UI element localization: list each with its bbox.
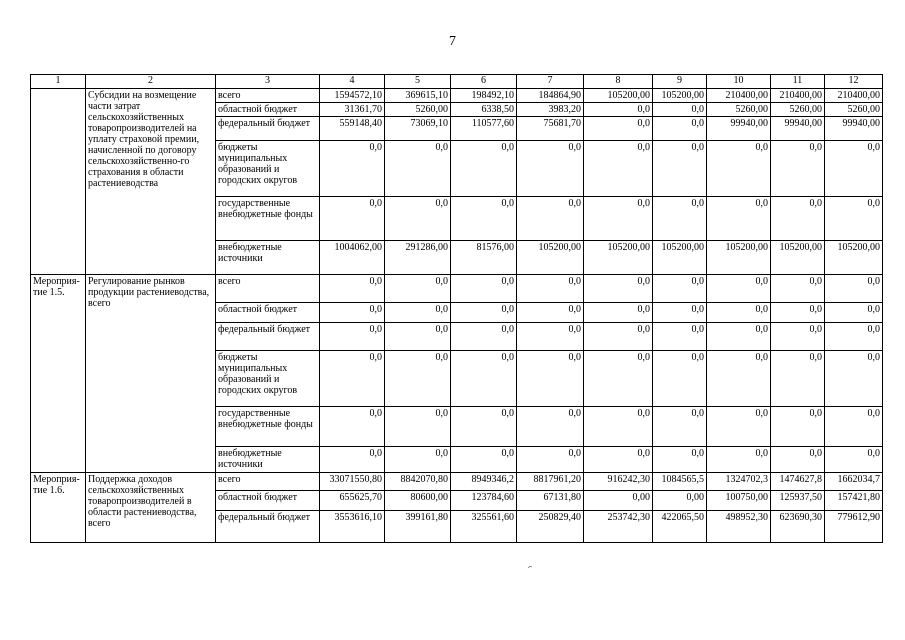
amount-cell: 210400,00 [771,89,825,103]
amount-cell: 75681,70 [517,117,584,141]
funding-source-cell: областной бюджет [216,491,320,511]
funding-source-cell: всего [216,473,320,491]
amount-cell: 0,0 [385,141,451,197]
amount-cell: 250829,40 [517,511,584,543]
amount-cell: 559148,40 [320,117,385,141]
funding-source-cell: внебюджетные источники [216,241,320,275]
amount-cell: 0,0 [653,117,707,141]
amount-cell: 105200,00 [771,241,825,275]
amount-cell: 33071550,80 [320,473,385,491]
amount-cell: 422065,50 [653,511,707,543]
amount-cell: 0,0 [771,141,825,197]
amount-cell: 0,0 [320,303,385,323]
funding-source-cell: областной бюджет [216,303,320,323]
header-cell: 9 [653,75,707,89]
measure-cell: Мероприя-тие 1.6. [31,473,86,543]
amount-cell: 0,0 [320,351,385,407]
amount-cell: 0,0 [653,303,707,323]
amount-cell: 0,0 [653,141,707,197]
header-cell: 2 [86,75,216,89]
amount-cell: 5260,00 [707,103,771,117]
amount-cell: 80600,00 [385,491,451,511]
amount-cell: 0,0 [653,407,707,447]
amount-cell: 0,0 [517,197,584,241]
amount-cell: 0,0 [320,197,385,241]
amount-cell: 0,0 [584,323,653,351]
amount-cell: 0,0 [517,323,584,351]
amount-cell: 0,0 [320,323,385,351]
amount-cell: 399161,80 [385,511,451,543]
amount-cell: 8842070,80 [385,473,451,491]
amount-cell: 157421,80 [825,491,883,511]
amount-cell: 3553616,10 [320,511,385,543]
amount-cell: 0,0 [320,141,385,197]
amount-cell: 0,0 [707,275,771,303]
amount-cell: 105200,00 [584,89,653,103]
amount-cell: 0,0 [825,303,883,323]
page-number: 7 [449,34,456,49]
header-row [31,75,883,89]
amount-cell: 0,0 [825,447,883,473]
amount-cell: 0,0 [825,141,883,197]
funding-source-cell: всего [216,275,320,303]
amount-cell: 369615,10 [385,89,451,103]
amount-cell: 198492,10 [451,89,517,103]
amount-cell: 0,0 [451,275,517,303]
amount-cell: 0,0 [584,351,653,407]
funding-source-cell: федеральный бюджет [216,323,320,351]
amount-cell: 916242,30 [584,473,653,491]
amount-cell: 0,0 [320,275,385,303]
amount-cell: 105200,00 [517,241,584,275]
amount-cell: 8817961,20 [517,473,584,491]
amount-cell: 655625,70 [320,491,385,511]
amount-cell: 0,0 [653,351,707,407]
amount-cell: 0,0 [385,407,451,447]
funding-source-cell: всего [216,89,320,103]
amount-cell: 0,0 [825,351,883,407]
amount-cell: 0,0 [451,197,517,241]
amount-cell: 5260,00 [771,103,825,117]
amount-cell: 0,00 [653,491,707,511]
amount-cell: 0,0 [707,303,771,323]
amount-cell: 0,0 [771,407,825,447]
amount-cell: 0,0 [707,447,771,473]
amount-cell: 210400,00 [707,89,771,103]
amount-cell: 81576,00 [451,241,517,275]
amount-cell: 105200,00 [825,241,883,275]
amount-cell: 0,0 [825,407,883,447]
amount-cell: 0,0 [385,351,451,407]
amount-cell: 0,0 [584,407,653,447]
amount-cell: 779612,90 [825,511,883,543]
table-row [31,89,883,103]
amount-cell: 0,0 [771,351,825,407]
amount-cell: 0,0 [707,197,771,241]
amount-cell: 0,0 [451,447,517,473]
table-body [31,75,883,543]
amount-cell: 0,0 [584,447,653,473]
amount-cell: 0,0 [653,447,707,473]
header-cell: 1 [31,75,86,89]
amount-cell: 0,0 [451,303,517,323]
amount-cell: 73069,10 [385,117,451,141]
amount-cell: 1084565,5 [653,473,707,491]
measure-cell: Мероприя-тие 1.5. [31,275,86,473]
funding-source-cell: внебюджетные источники [216,447,320,473]
amount-cell: 0,0 [707,141,771,197]
amount-cell: 0,0 [385,447,451,473]
measure-title-cell: Регулирование рынков продукции растениеводства, всего [86,275,216,473]
amount-cell: 0,00 [584,491,653,511]
amount-cell: 0,0 [771,323,825,351]
amount-cell: 3983,20 [517,103,584,117]
amount-cell: 0,0 [584,197,653,241]
amount-cell: 0,0 [451,351,517,407]
amount-cell: 325561,60 [451,511,517,543]
amount-cell: 0,0 [584,117,653,141]
amount-cell: 0,0 [385,323,451,351]
amount-cell: 0,0 [517,407,584,447]
amount-cell: 0,0 [653,323,707,351]
amount-cell: 0,0 [825,275,883,303]
measure-title-cell: Поддержка доходов сельскохозяйственных товаропроизводителей в области растениеводства, всего [86,473,216,543]
ink-speck [528,566,532,569]
amount-cell: 0,0 [771,197,825,241]
amount-cell: 0,0 [517,447,584,473]
amount-cell: 99940,00 [771,117,825,141]
header-cell: 12 [825,75,883,89]
amount-cell: 5260,00 [825,103,883,117]
funding-source-cell: государственные внебюджетные фонды [216,407,320,447]
amount-cell: 0,0 [653,275,707,303]
amount-cell: 0,0 [584,141,653,197]
amount-cell: 0,0 [320,447,385,473]
funding-source-cell: бюджеты муниципальных образований и городских округов [216,351,320,407]
amount-cell: 0,0 [825,197,883,241]
amount-cell: 498952,30 [707,511,771,543]
amount-cell: 0,0 [517,141,584,197]
amount-cell: 0,0 [451,141,517,197]
header-cell: 3 [216,75,320,89]
amount-cell: 623690,30 [771,511,825,543]
amount-cell: 105200,00 [653,89,707,103]
amount-cell: 0,0 [825,323,883,351]
amount-cell: 6338,50 [451,103,517,117]
amount-cell: 99940,00 [707,117,771,141]
financing-table [30,74,883,543]
funding-source-cell: областной бюджет [216,103,320,117]
amount-cell: 0,0 [584,303,653,323]
header-cell: 8 [584,75,653,89]
amount-cell: 123784,60 [451,491,517,511]
measure-title-cell: Субсидии на возмещение части затрат сельскохозяйственных товаропроизводителей на уплату страховой премии, начисленной по договору сельскохозяйственно-го страхования в области растениеводства [86,89,216,275]
funding-source-cell: государственные внебюджетные фонды [216,197,320,241]
amount-cell: 184864,90 [517,89,584,103]
header-cell: 10 [707,75,771,89]
amount-cell: 0,0 [584,275,653,303]
amount-cell: 5260,00 [385,103,451,117]
funding-source-cell: федеральный бюджет [216,511,320,543]
header-cell: 5 [385,75,451,89]
amount-cell: 8949346,2 [451,473,517,491]
amount-cell: 1662034,7 [825,473,883,491]
funding-source-cell: бюджеты муниципальных образований и городских округов [216,141,320,197]
amount-cell: 0,0 [320,407,385,447]
header-cell: 6 [451,75,517,89]
amount-cell: 0,0 [451,407,517,447]
amount-cell: 0,0 [517,275,584,303]
amount-cell: 0,0 [771,303,825,323]
amount-cell: 125937,50 [771,491,825,511]
header-cell: 11 [771,75,825,89]
amount-cell: 0,0 [385,303,451,323]
amount-cell: 1324702,3 [707,473,771,491]
amount-cell: 0,0 [707,351,771,407]
amount-cell: 0,0 [517,351,584,407]
amount-cell: 0,0 [771,447,825,473]
amount-cell: 253742,30 [584,511,653,543]
table-row [31,473,883,491]
amount-cell: 105200,00 [707,241,771,275]
amount-cell: 1004062,00 [320,241,385,275]
amount-cell: 1474627,8 [771,473,825,491]
amount-cell: 99940,00 [825,117,883,141]
amount-cell: 1594572,10 [320,89,385,103]
amount-cell: 0,0 [653,197,707,241]
amount-cell: 67131,80 [517,491,584,511]
header-cell: 4 [320,75,385,89]
amount-cell: 105200,00 [653,241,707,275]
amount-cell: 110577,60 [451,117,517,141]
amount-cell: 105200,00 [584,241,653,275]
amount-cell: 0,0 [707,407,771,447]
measure-cell [31,89,86,275]
amount-cell: 210400,00 [825,89,883,103]
amount-cell: 0,0 [584,103,653,117]
amount-cell: 0,0 [707,323,771,351]
amount-cell: 0,0 [771,275,825,303]
amount-cell: 31361,70 [320,103,385,117]
amount-cell: 291286,00 [385,241,451,275]
amount-cell: 0,0 [451,323,517,351]
amount-cell: 0,0 [653,103,707,117]
funding-source-cell: федеральный бюджет [216,117,320,141]
amount-cell: 100750,00 [707,491,771,511]
amount-cell: 0,0 [385,197,451,241]
amount-cell: 0,0 [385,275,451,303]
table-row [31,275,883,303]
amount-cell: 0,0 [517,303,584,323]
header-cell: 7 [517,75,584,89]
